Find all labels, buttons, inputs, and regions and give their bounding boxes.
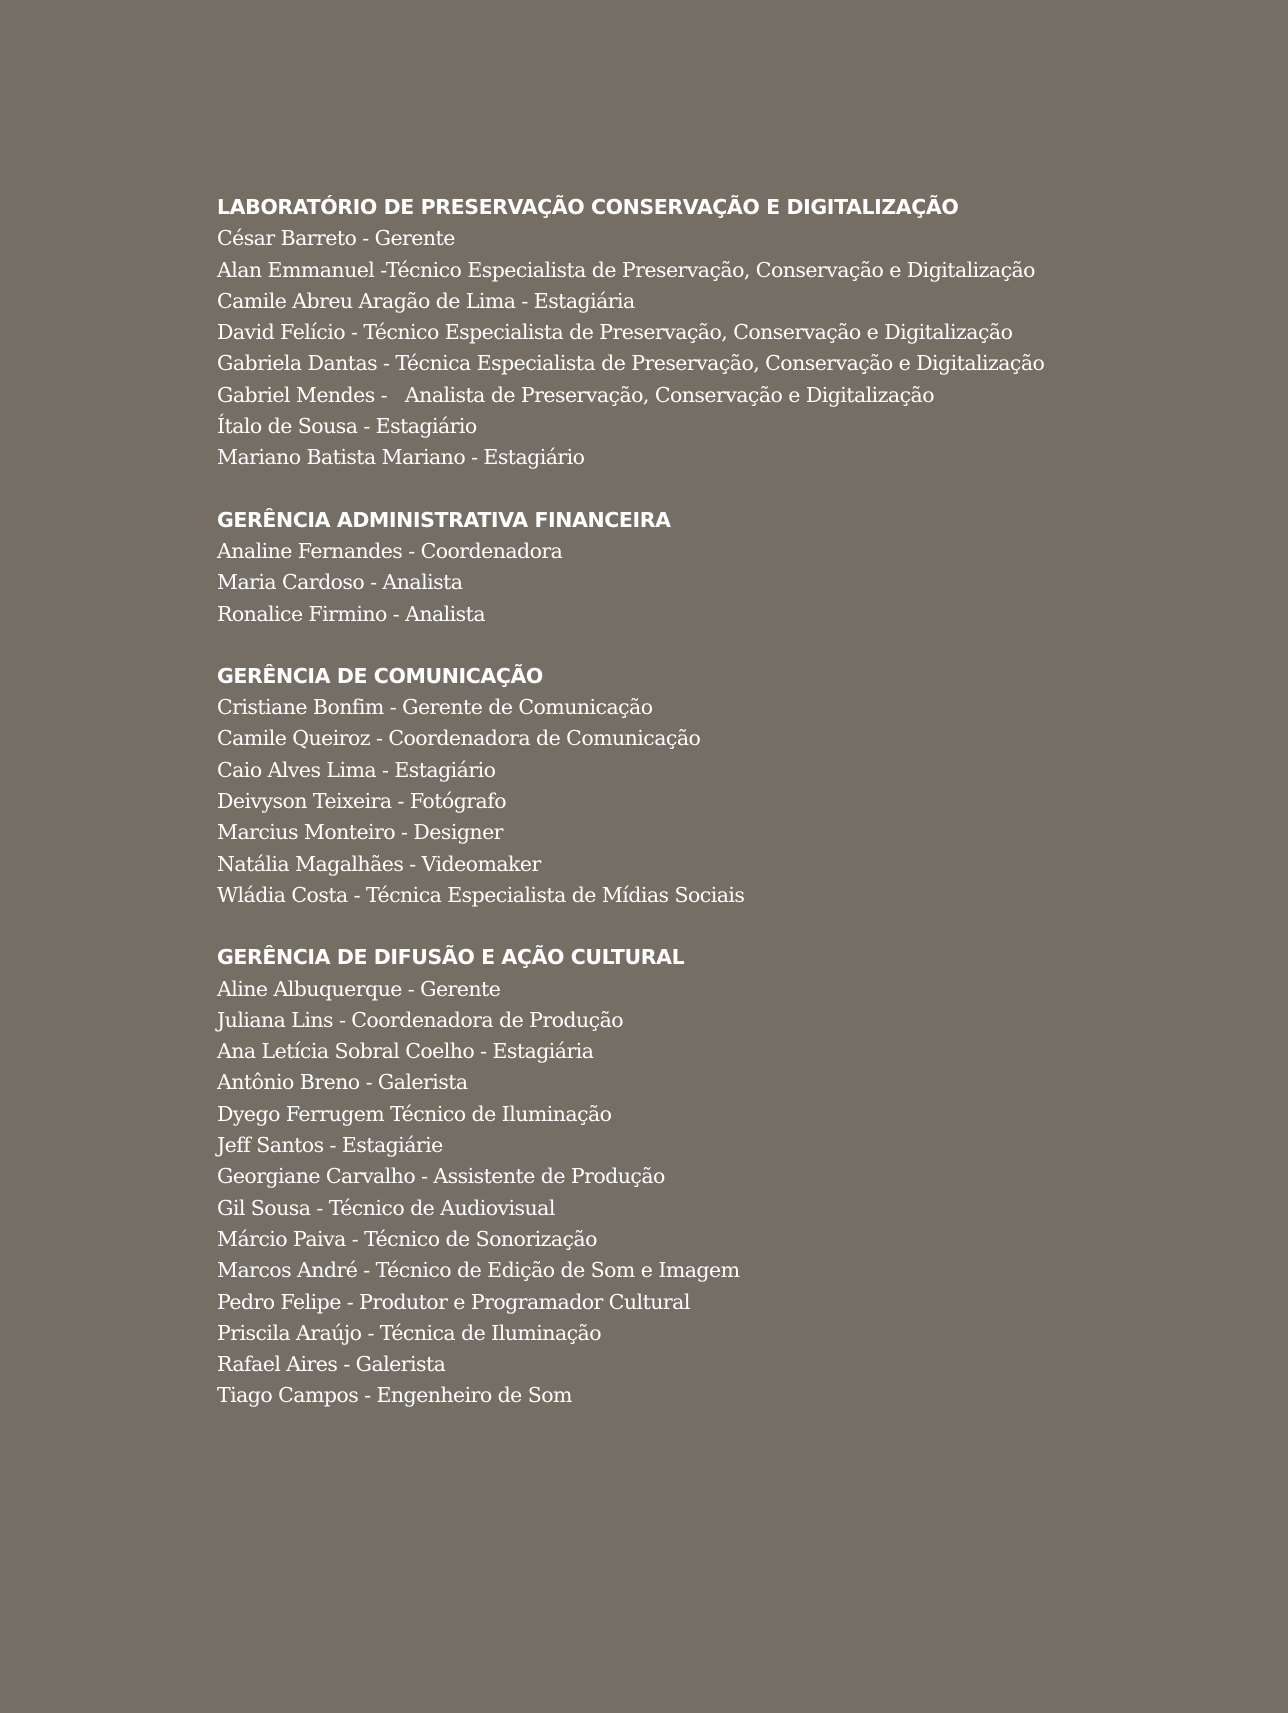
staff-line: Gabriel Mendes - Analista de Preservação, Conservação e Digitalização bbox=[217, 382, 934, 407]
staff-line: Ronalice Firmino - Analista bbox=[217, 601, 485, 626]
staff-line: Georgiane Carvalho - Assistente de Produção bbox=[217, 1164, 665, 1189]
staff-line: Analine Fernandes - Coordenadora bbox=[217, 538, 563, 563]
staff-line: Márcio Paiva - Técnico de Sonorização bbox=[217, 1226, 597, 1251]
staff-line: Natália Magalhães - Videomaker bbox=[217, 851, 541, 876]
staff-line: Deivyson Teixeira - Fotógrafo bbox=[217, 789, 507, 814]
staff-line: Gil Sousa - Técnico de Audiovisual bbox=[217, 1195, 555, 1220]
staff-line: Marcos André - Técnico de Edição de Som e Imagem bbox=[217, 1258, 740, 1283]
staff-line: Priscila Araújo - Técnica de Iluminação bbox=[217, 1320, 602, 1345]
staff-line: Maria Cardoso - Analista bbox=[217, 570, 463, 595]
staff-list bbox=[217, 692, 1257, 911]
staff-line: Caio Alves Lima - Estagiário bbox=[217, 757, 496, 782]
staff-line: Camile Abreu Aragão de Lima - Estagiária bbox=[217, 288, 635, 313]
staff-line: Alan Emmanuel -Técnico Especialista de Preservação, Conservação e Digitalização bbox=[217, 257, 1035, 282]
staff-line: Jeff Santos - Estagiárie bbox=[217, 1133, 443, 1158]
staff-line: David Felício - Técnico Especialista de Preservação, Conservação e Digitalização bbox=[217, 320, 1013, 345]
staff-list bbox=[217, 223, 1257, 473]
staff-line: Juliana Lins - Coordenadora de Produção bbox=[217, 1007, 624, 1032]
credits-page bbox=[217, 192, 1257, 1443]
staff-line: Mariano Batista Mariano - Estagiário bbox=[217, 445, 585, 470]
staff-line: César Barreto - Gerente bbox=[217, 226, 455, 251]
staff-line: Pedro Felipe - Produtor e Programador Cultural bbox=[217, 1289, 690, 1314]
staff-line: Antônio Breno - Galerista bbox=[217, 1070, 468, 1095]
section-difusao-acao-cultural bbox=[217, 942, 1257, 1411]
staff-line: Marcius Monteiro - Designer bbox=[217, 820, 503, 845]
staff-line: Wládia Costa - Técnica Especialista de Mídias Sociais bbox=[217, 882, 745, 907]
section-title: LABORATÓRIO DE PRESERVAÇÃO CONSERVAÇÃO E DIGITALIZAÇÃO bbox=[217, 195, 959, 219]
staff-list bbox=[217, 536, 1257, 630]
staff-line: Dyego Ferrugem Técnico de Iluminação bbox=[217, 1101, 612, 1126]
section-laboratorio bbox=[217, 192, 1257, 474]
section-title: GERÊNCIA DE DIFUSÃO E AÇÃO CULTURAL bbox=[217, 945, 685, 970]
section-title: GERÊNCIA DE COMUNICAÇÃO bbox=[217, 663, 543, 688]
staff-line: Rafael Aires - Galerista bbox=[217, 1352, 446, 1377]
staff-line: Tiago Campos - Engenheiro de Som bbox=[217, 1383, 572, 1408]
section-comunicacao bbox=[217, 661, 1257, 911]
section-title: GERÊNCIA ADMINISTRATIVA FINANCEIRA bbox=[217, 507, 671, 532]
staff-line: Ana Letícia Sobral Coelho - Estagiária bbox=[217, 1039, 594, 1064]
staff-line: Aline Albuquerque - Gerente bbox=[217, 976, 501, 1001]
section-administrativa-financeira bbox=[217, 505, 1257, 630]
staff-line: Camile Queiroz - Coordenadora de Comunicação bbox=[217, 726, 701, 751]
staff-line: Gabriela Dantas - Técnica Especialista de Preservação, Conservação e Digitalização bbox=[217, 351, 1045, 376]
staff-list bbox=[217, 974, 1257, 1412]
staff-line: Cristiane Bonfim - Gerente de Comunicação bbox=[217, 695, 653, 720]
staff-line: Ítalo de Sousa - Estagiário bbox=[217, 414, 477, 439]
